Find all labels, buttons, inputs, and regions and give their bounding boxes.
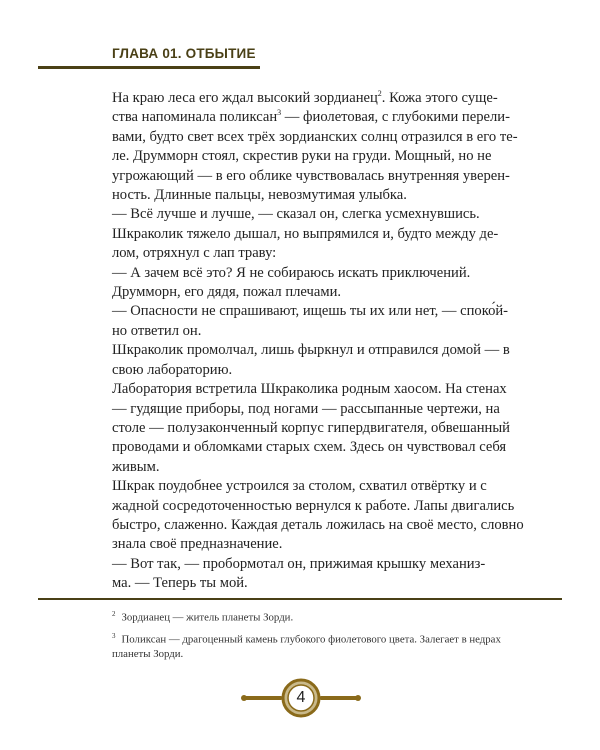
text-line: быстро, слаженно. Каждая деталь ложилась на своё место, словно bbox=[112, 516, 524, 533]
text-line: проводами и обломками старых схем. Здесь он чувствовал себя bbox=[112, 439, 507, 456]
text-line: На краю леса его ждал высокий зордианец$^2$. Кожа этого суще- bbox=[112, 89, 498, 106]
text-line: Шкраколик тяжело дышал, но выпрямился и, будто между де- bbox=[112, 225, 499, 242]
footnote: $^2$ Зордианец — житель планеты Зорди. bbox=[112, 610, 294, 624]
text-line: лом, отряхнул с лап траву: bbox=[112, 245, 277, 262]
page-number: 4 bbox=[296, 689, 306, 706]
footnote-separator bbox=[38, 598, 562, 600]
text-line: свою лабораторию. bbox=[112, 361, 233, 378]
text-line: столе — полузаконченный корпус гипердвигателя, обвешанный bbox=[112, 419, 510, 436]
text-line: Друмморн, его дядя, пожал плечами. bbox=[112, 284, 342, 301]
text-line: — Всё лучше и лучше, — сказал он, слегка усмехнувшись. bbox=[112, 206, 480, 223]
header-rule bbox=[38, 66, 260, 69]
footnote-ref[interactable]: 3 bbox=[277, 108, 282, 118]
text-line: Лаборатория встретила Шкраколика родным хаосом. На стенах bbox=[112, 381, 507, 398]
footnote: $^3$ Поликсан — драгоценный камень глубокого фиолетового цвета. Залегает в недрах планеты Зорди. bbox=[112, 631, 501, 661]
text-line: знала своё предназначение. bbox=[112, 536, 283, 553]
text-line: Шкрак поудобнее устроился за столом, схватил отвёртку и с bbox=[112, 478, 487, 495]
text-line: но ответил он. bbox=[112, 322, 202, 339]
text-line: — Вот так, — пробормотал он, прижимая крышку механиз- bbox=[112, 555, 486, 572]
body-text bbox=[112, 89, 524, 594]
footnote-ref[interactable]: 2 bbox=[377, 89, 382, 99]
text-line: ма. — Теперь ты мой. bbox=[112, 575, 248, 592]
text-line: Шкраколик промолчал, лишь фыркнул и отправился домой — в bbox=[112, 342, 510, 359]
text-line: — А зачем всё это? Я не собираюсь искать приключений. bbox=[112, 264, 471, 281]
text-line: жадной сосредоточенностью вернулся к работе. Лапы двигались bbox=[112, 497, 515, 514]
text-line: вами, будто свет всех трёх зордианских солнц отразился в его те- bbox=[112, 128, 518, 145]
text-line: ле. Друмморн стоял, скрестив руки на груди. Мощный, но не bbox=[112, 148, 492, 165]
text-line: ства напоминала поликсан$^3$ — фиолетовая, с глубокими перели- bbox=[112, 108, 510, 126]
page-number-ornament bbox=[240, 676, 362, 720]
text-line: — Опасности не спрашивают, ищешь ты их или нет, — споко́й- bbox=[112, 303, 509, 320]
footnotes bbox=[112, 607, 502, 665]
text-line: угрожающий — в его облике чувствовалась внутренняя уверен- bbox=[112, 167, 510, 184]
text-line: живым. bbox=[112, 458, 160, 475]
chapter-title: ГЛАВА 01. ОТБЫТИЕ bbox=[112, 46, 256, 61]
text-line: — гудящие приборы, под ногами — рассыпанные чертежи, на bbox=[112, 400, 500, 417]
text-line: ность. Длинные пальцы, невозмутимая улыбка. bbox=[112, 187, 407, 204]
